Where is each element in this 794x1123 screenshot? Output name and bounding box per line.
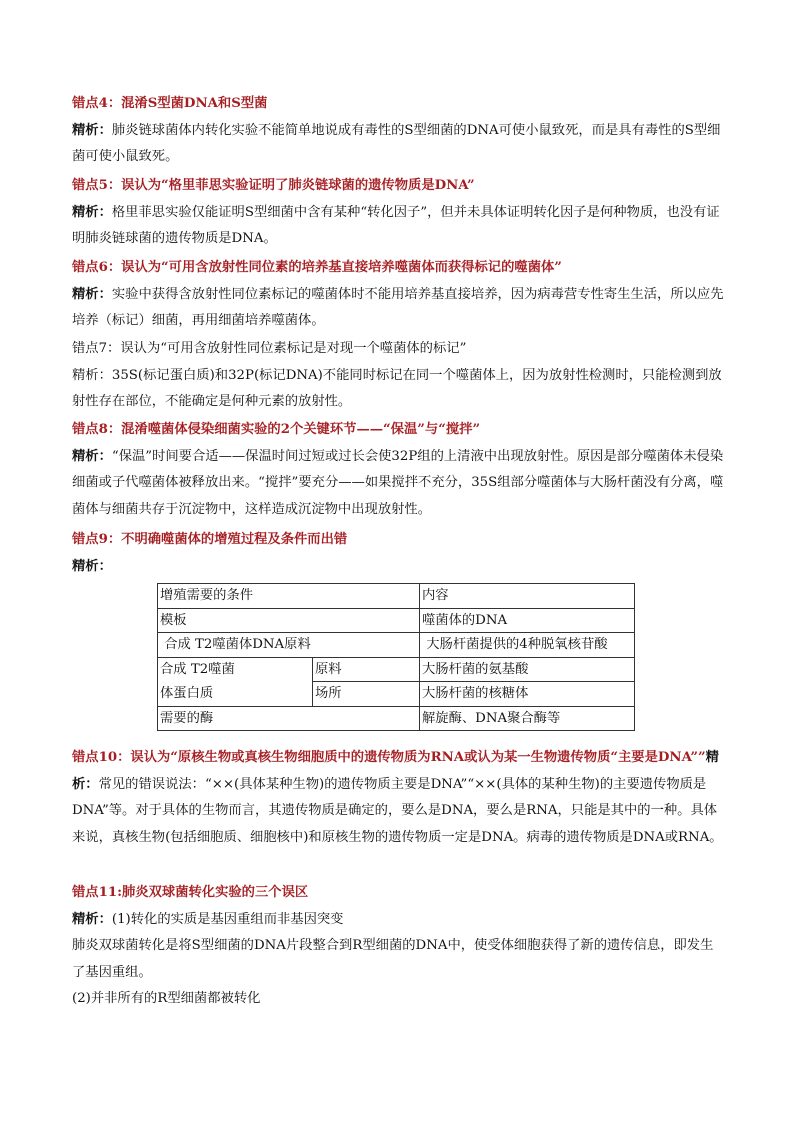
error-point-11 [72,880,724,1013]
section-title: 错点11:肺炎双球菌转化实验的三个误区 [72,885,309,900]
table-cell: 大肠杆菌的核糖体 [420,682,635,707]
table-cell: 噬菌体的DNA [420,608,635,633]
table-cell: 原料 [313,657,420,682]
section-title: 错点10：误认为“原核生物或真核生物细胞质中的遗传物质为RNA或认为某一生物遗传物质“主要是DNA”” [72,750,706,765]
table-cell: 大肠杆菌的氨基酸 [420,657,635,682]
error-point-10 [72,745,724,851]
error-point-8 [72,417,724,523]
error-point-6 [72,255,724,335]
table-row [158,633,635,658]
table-row [158,608,635,633]
analysis-text: 肺炎链球菌体内转化实验不能简单地说成有毒性的S型细菌的DNA可使小鼠致死，而是具有毒性的S型细菌可使小鼠致死。 [72,122,721,164]
table-row [158,584,635,609]
section-title: 错点8：混淆噬菌体侵染细菌实验的2个关键环节——“保温”与“搅拌” [72,422,481,437]
table-cell: 体蛋白质 [158,682,313,707]
table-cell: 解旋酶、DNA聚合酶等 [420,706,635,731]
table-cell: 合成 T2噬菌 [158,657,313,682]
error-point-4 [72,91,724,171]
section-title: 错点4：混淆S型菌DNA和S型菌 [72,96,268,111]
analysis-label: 精析： [72,750,719,792]
analysis-label: 精析： [72,286,112,302]
section-title: 错点9：不明确噬菌体的增殖过程及条件而出错 [72,532,348,547]
section-title: 错点7：误认为“可用含放射性同位素标记是对现一个噬菌体的标记” [72,341,467,356]
table-row [158,706,635,731]
table-cell: 增殖需要的条件 [158,584,420,609]
analysis-text: 实验中获得含放射性同位素标记的噬菌体时不能用培养基直接培养，因为病毒营专性寄生生活，所以应先培养（标记）细菌，再用细菌培养噬菌体。 [72,286,724,328]
section-body [72,745,724,851]
table-cell: 场所 [313,682,420,707]
section-body [72,444,724,524]
section-title: 错点6：误认为“可用含放射性同位素的培养基直接培养噬菌体而获得标记的噬菌体” [72,260,562,275]
analysis-text: 35S(标记蛋白质)和32P(标记DNA)不能同时标记在同一个噬菌体上，因为放射性检测时，只能检测到放射性存在部位，不能确定是何种元素的放射性。 [72,367,722,409]
table-row [158,657,635,682]
section-body [72,200,724,253]
analysis-label: 精析： [72,558,112,574]
analysis-label: 精析： [72,448,112,464]
table-cell: 合成 T2噬菌体DNA原料 [158,633,420,658]
section-body [72,118,724,171]
error-point-7 [72,336,724,416]
analysis-text: 格里菲思实验仅能证明S型细菌中含有某种“转化因子”，但并未具体证明转化因子是何种物质，也没有证明肺炎链球菌的遗传物质是DNA。 [72,204,720,246]
section-title: 错点5：误认为“格里菲思实验证明了肺炎链球菌的遗传物质是DNA” [72,178,475,193]
paragraph: 肺炎双球菌转化是将S型细菌的DNA片段整合到R型细菌的DNA中，使受体细胞获得了新的遗传信息，即发生了基因重组。 [72,938,714,980]
analysis-label: 精析： [72,911,112,927]
section-body [72,282,724,335]
analysis-text: (1)转化的实质是基因重组而非基因突变 [111,911,344,927]
table-cell: 需要的酶 [158,706,420,731]
error-point-5 [72,173,724,253]
analysis-text: “保温”时间要合适——保温时间过短或过长会使32P组的上清液中出现放射性。原因是部分噬菌体未侵染细菌或子代噬菌体被释放出来。“搅拌”要充分——如果搅拌不充分，35S组部分噬菌体与大肠杆菌没有分离，噬菌体与细菌共存于沉淀物中，这样造成沉淀物中出现放射性。 [72,448,724,517]
analysis-label: 精析： [72,367,112,383]
table-cell: 内容 [420,584,635,609]
phage-proliferation-table [157,583,635,731]
analysis-text: 常见的错误说法：“××(具体某种生物)的遗传物质主要是DNA”“××(具体的某种生物)的主要遗传物质是DNA”等。对于具体的生物而言，其遗传物质是确定的，要么是DNA，要么是RNA，只能是其中的一种。具体来说，真核生物(包括细胞质、细胞核中)和原核生物的遗传物质一定是DNA。病毒的遗传物质是DNA或RNA。 [72,776,723,845]
section-body [72,907,724,934]
table-row [158,682,635,707]
table-cell: 大肠杆菌提供的4种脱氧核苷酸 [420,633,635,658]
analysis-label: 精析： [72,204,112,220]
section-body [72,363,724,416]
table-cell: 模板 [158,608,420,633]
analysis-label: 精析： [72,122,112,138]
paragraph: (2)并非所有的R型细菌都被转化 [72,991,261,1006]
error-point-9 [72,527,724,580]
